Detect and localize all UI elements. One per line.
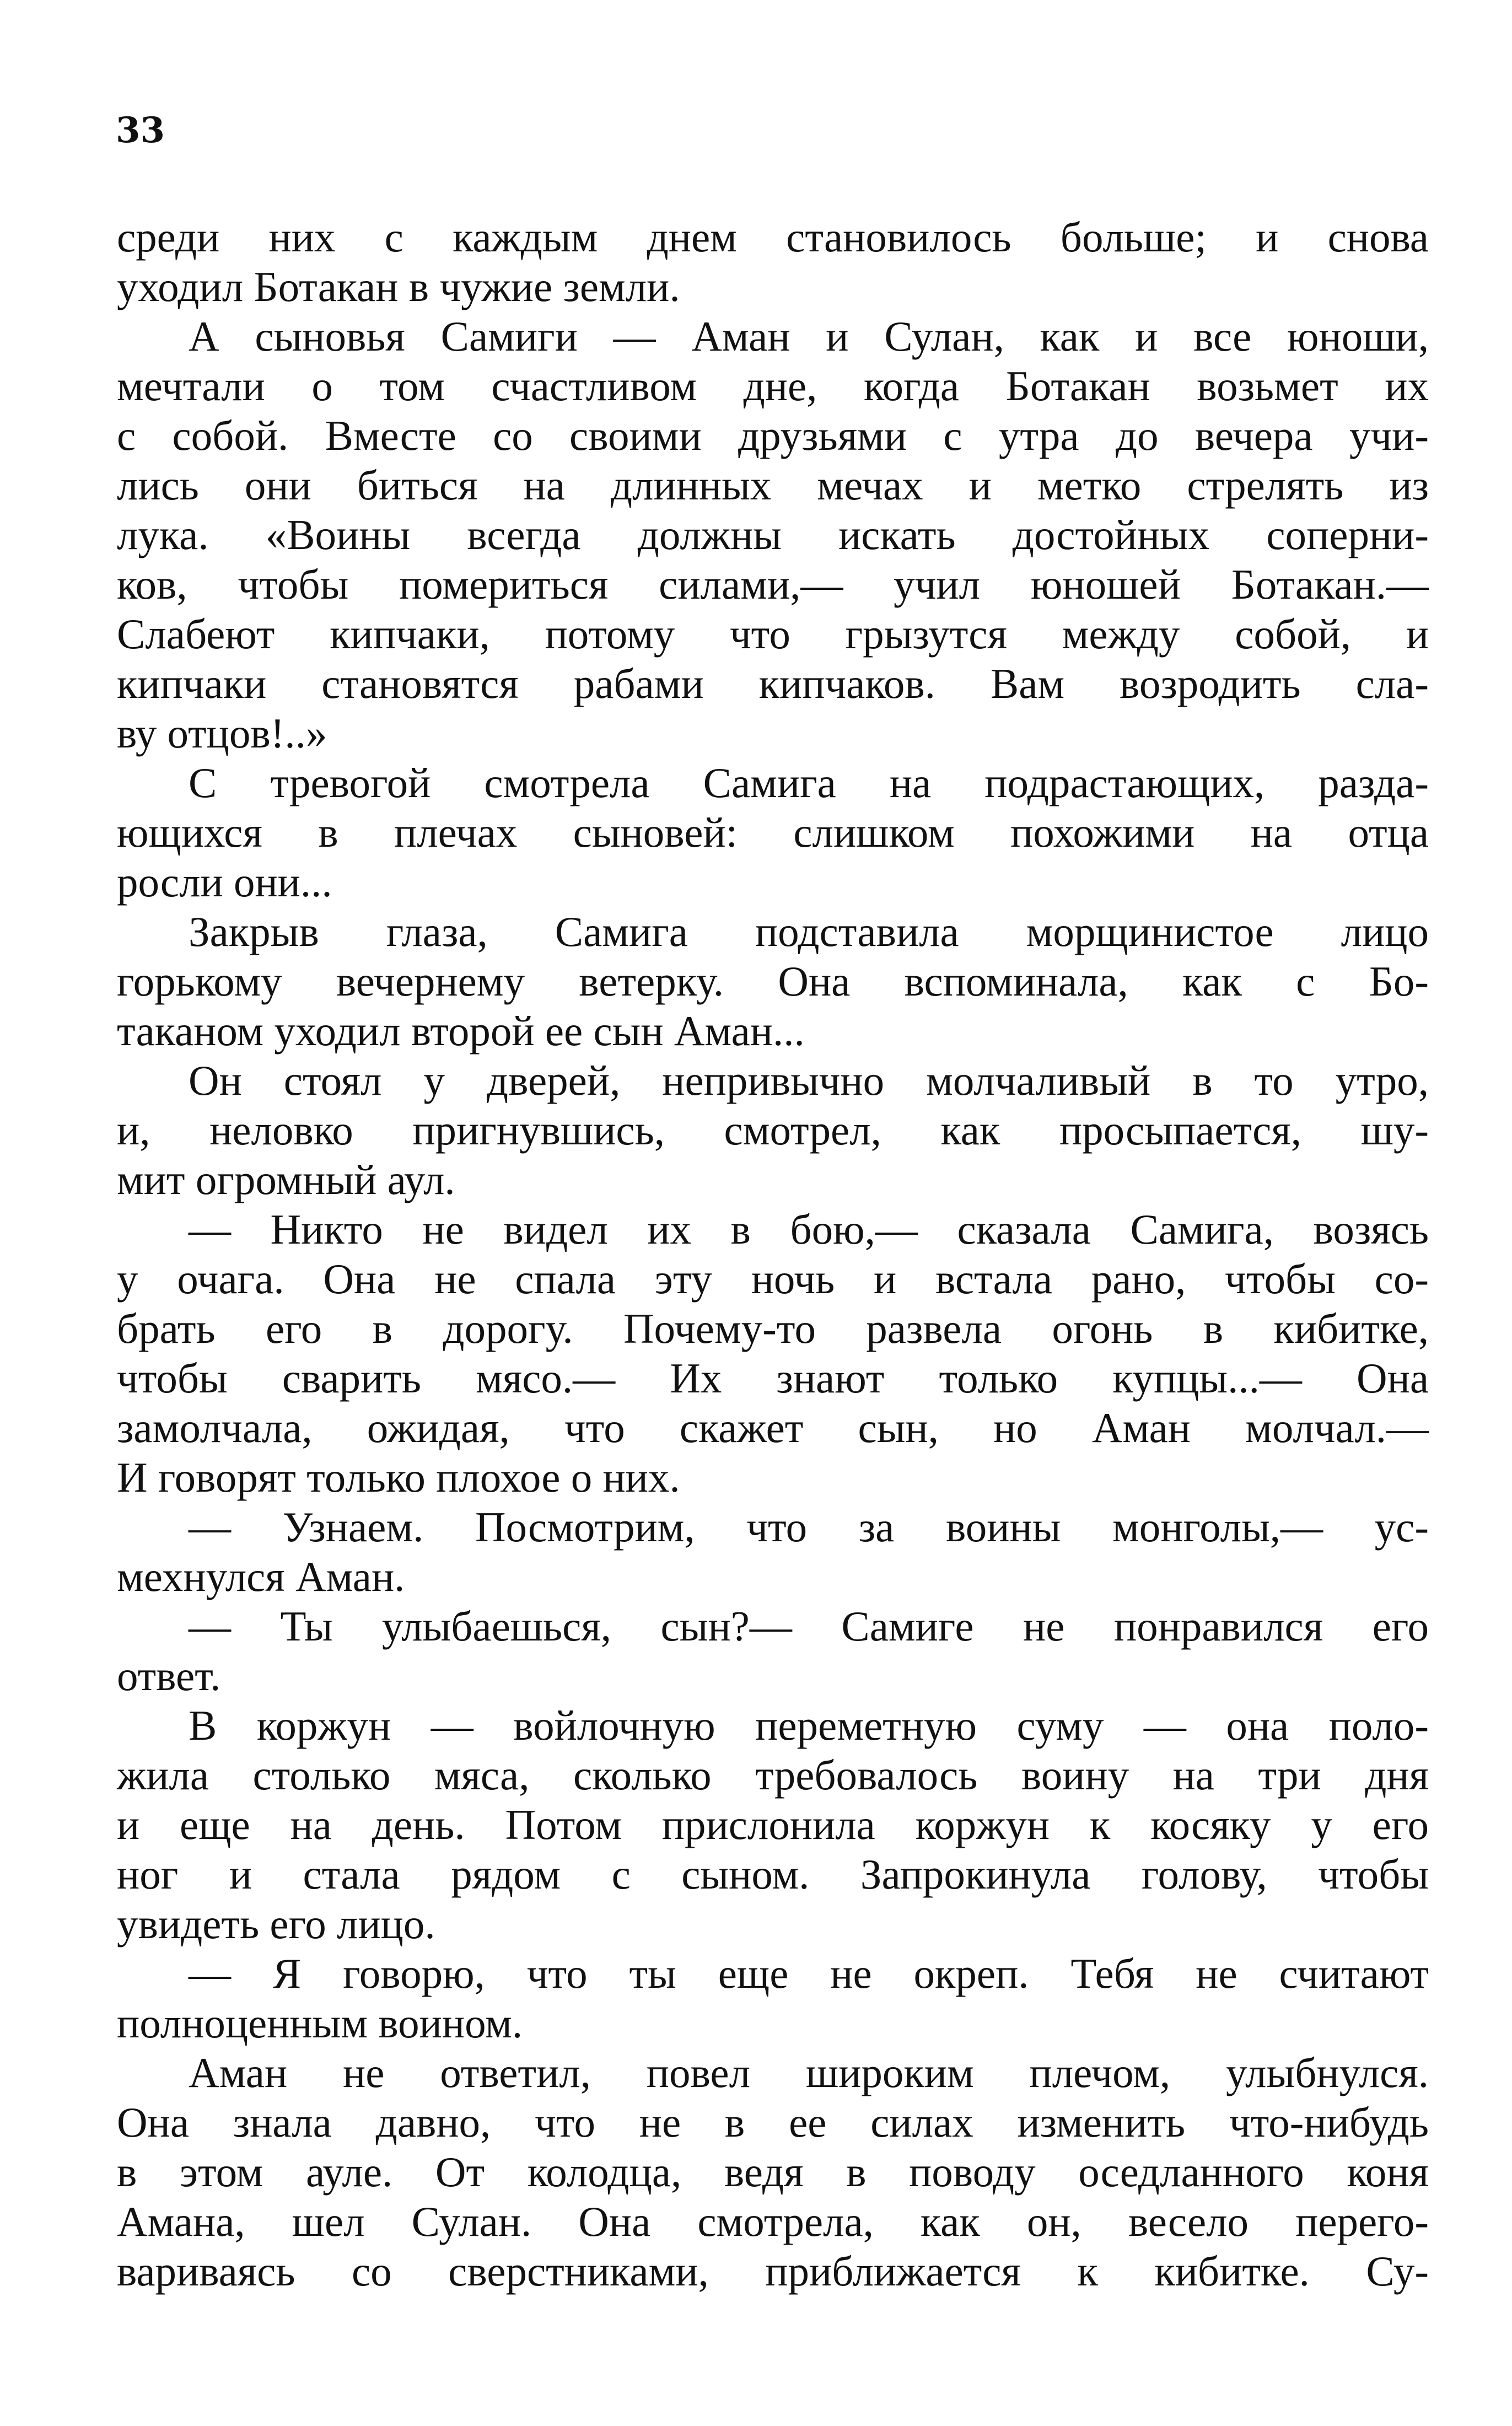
paragraph xyxy=(117,1056,1429,1204)
text-line: С тревогой смотрела Самига на подрастающих, разда- xyxy=(189,759,1429,806)
text-line: росли они... xyxy=(117,858,332,906)
text-line: чтобы сварить мясо.— Их знают только купцы...— Она xyxy=(117,1354,1429,1402)
paragraph xyxy=(117,1949,1429,2048)
paragraph xyxy=(117,907,1429,1056)
paragraph xyxy=(117,1701,1429,1949)
text-line: таканом уходил второй ее сын Аман... xyxy=(117,1007,805,1055)
paragraph xyxy=(117,1204,1429,1502)
paragraph xyxy=(117,1601,1429,1701)
text-line: — Ты улыбаешься, сын?— Самиге не понравился его xyxy=(189,1602,1429,1650)
paragraph xyxy=(117,1502,1429,1601)
text-line: мечтали о том счастливом дне, когда Ботакан возьмет их xyxy=(117,362,1429,410)
text-line: Аман не ответил, повел широким плечом, улыбнулся. xyxy=(189,2049,1429,2096)
text-line: Амана, шел Сулан. Она смотрела, как он, весело перего- xyxy=(117,2198,1429,2245)
text-line: Он стоял у дверей, непривычно молчаливый в то утро, xyxy=(189,1057,1429,1104)
page-text xyxy=(117,212,1429,2296)
text-line: вариваясь со сверстниками, приближается к кибитке. Су- xyxy=(117,2247,1429,2295)
text-line: Она знала давно, что не в ее силах изменить что-нибудь xyxy=(117,2099,1429,2146)
paragraph xyxy=(117,311,1429,758)
text-line: ющихся в плечах сыновей: слишком похожими на отца xyxy=(117,809,1429,856)
text-line: В коржун — войлочную переметную суму — она поло- xyxy=(189,1702,1429,1749)
text-line: ву отцов!..» xyxy=(117,709,327,757)
text-line: ков, чтобы помериться силами,— учил юношей Ботакан.— xyxy=(117,561,1429,608)
text-line: — Я говорю, что ты еще не окреп. Тебя не считают xyxy=(189,1950,1429,1997)
text-line: — Узнаем. Посмотрим, что за воины монголы,— ус- xyxy=(189,1503,1429,1551)
text-line: лись они биться на длинных мечах и метко стрелять из xyxy=(117,461,1429,509)
text-line: среди них с каждым днем становилось больше; и снова xyxy=(117,213,1429,261)
text-line: мит огромный аул. xyxy=(117,1156,455,1203)
text-line: полноценным воином. xyxy=(117,1999,523,2047)
text-line: брать его в дорогу. Почему-то развела огонь в кибитке, xyxy=(117,1305,1429,1352)
text-line: уходил Ботакан в чужие земли. xyxy=(117,263,680,310)
text-line: замолчала, ожидая, что скажет сын, но Аман молчал.— xyxy=(117,1404,1429,1451)
text-line: лука. «Воины всегда должны искать достойных соперни- xyxy=(117,511,1429,558)
text-line: увидеть его лицо. xyxy=(117,1900,435,1948)
paragraph xyxy=(117,2048,1429,2296)
text-line: ног и стала рядом с сыном. Запрокинула голову, чтобы xyxy=(117,1851,1429,1898)
text-line: мехнулся Аман. xyxy=(117,1553,405,1600)
text-line: жила столько мяса, сколько требовалось воину на три дня xyxy=(117,1751,1429,1799)
paragraph xyxy=(117,212,1429,311)
paragraph xyxy=(117,758,1429,907)
page-number: 33 xyxy=(116,110,165,151)
text-line: у очага. Она не спала эту ночь и встала рано, чтобы со- xyxy=(117,1255,1429,1303)
text-line: Закрыв глаза, Самига подставила морщинистое лицо xyxy=(189,908,1429,955)
text-line: И говорят только плохое о них. xyxy=(117,1454,680,1501)
text-line: и еще на день. Потом прислонила коржун к косяку у его xyxy=(117,1801,1429,1848)
text-line: кипчаки становятся рабами кипчаков. Вам возродить сла- xyxy=(117,660,1429,707)
text-line: горькому вечернему ветерку. Она вспоминала, как с Бо- xyxy=(117,958,1429,1005)
text-line: Слабеют кипчаки, потому что грызутся между собой, и xyxy=(117,610,1429,658)
text-line: с собой. Вместе со своими друзьями с утра до вечера учи- xyxy=(117,412,1429,459)
text-line: — Никто не видел их в бою,— сказала Самига, возясь xyxy=(189,1206,1429,1253)
text-line: и, неловко пригнувшись, смотрел, как просыпается, шу- xyxy=(117,1106,1429,1154)
text-line: в этом ауле. От колодца, ведя в поводу оседланного коня xyxy=(117,2148,1429,2196)
text-line: А сыновья Самиги — Аман и Сулан, как и все юноши, xyxy=(189,313,1429,360)
text-line: ответ. xyxy=(117,1652,221,1699)
